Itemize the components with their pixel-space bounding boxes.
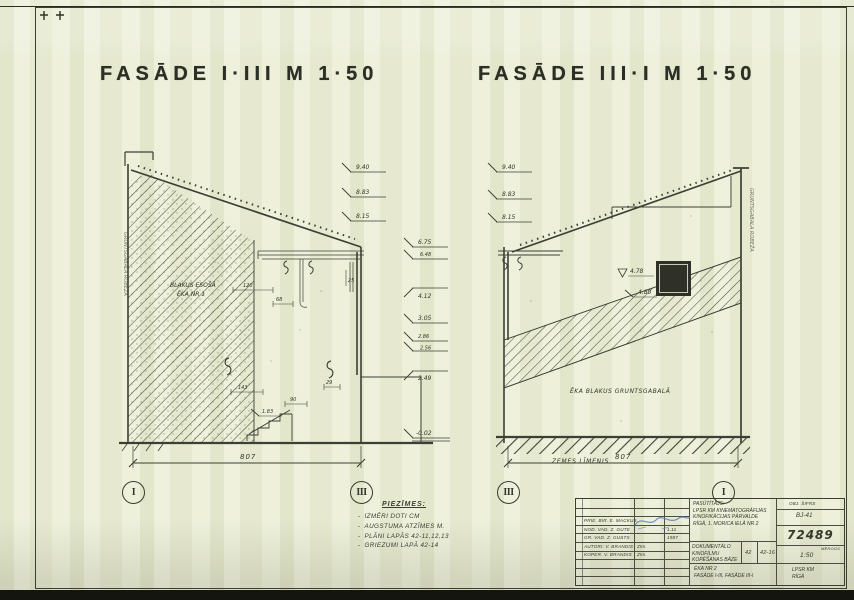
tb-divider xyxy=(757,541,758,563)
level-value: 4.12 xyxy=(418,293,432,300)
project-number: 72489 xyxy=(787,528,834,542)
note-item: - PLĀNI LAPĀS 42-11,12,13 xyxy=(358,532,518,542)
tb-row-label: KOPER. V. BRANDIS xyxy=(584,552,632,558)
left-building-label: ĒKA NR 1 xyxy=(177,291,206,298)
title-fasade-1-3: FASĀDE I·III M 1·50 xyxy=(100,63,379,85)
left-facade-stipple-area xyxy=(128,172,254,443)
right-building-label: ĒKA BLAKUS GRUNTSGABALĀ xyxy=(570,388,671,395)
level-value: 2.49 xyxy=(418,375,432,382)
window-level-triangle-icon xyxy=(618,269,627,277)
ground-level-label: ZEMES LĪMENIS xyxy=(552,458,610,465)
tb-row-label: PRIE. BIR. E. MACKUS xyxy=(584,518,637,523)
tb-cell-line xyxy=(776,509,844,510)
note-item: - GRIEZUMI LAPĀ 42-14 xyxy=(358,541,518,551)
client-heading: PASŪTĪTĀJS: xyxy=(693,501,725,507)
total-dim-right: 807 xyxy=(615,453,632,461)
stair-level-value: 1.83 xyxy=(262,409,274,415)
boundary-note-right: GRUNTSGABALA ROBEŽA xyxy=(748,188,754,252)
axis-marker-III-right: III xyxy=(497,481,520,504)
dim-value: 25 xyxy=(348,278,355,284)
tb-row-date: 1987 xyxy=(667,535,679,541)
tb-row-line xyxy=(576,559,689,560)
level-mark-flags xyxy=(342,163,497,438)
notes-heading: PIEZĪMES: xyxy=(382,501,427,508)
dim-value: 68 xyxy=(276,297,283,303)
level-value: 8.15 xyxy=(502,214,516,221)
object-line: FASĀDE I-III, FASĀDE III-I xyxy=(694,572,754,579)
cornice-bracket-icon xyxy=(284,261,313,274)
boundary-note-left: GRUNTSGABALA ROBEŽA xyxy=(122,232,128,296)
level-value: 2.86 xyxy=(418,334,430,340)
axis-marker-I-right: I xyxy=(712,481,735,504)
dim-value: 120 xyxy=(243,283,253,289)
window-opening xyxy=(656,261,691,296)
left-facade-right-edge xyxy=(357,247,361,443)
dim-value: 90 xyxy=(290,397,297,403)
signature-scribble xyxy=(632,512,692,532)
right-facade-roof-slope xyxy=(512,171,741,252)
notes-block xyxy=(358,501,518,551)
left-facade-cornice xyxy=(258,251,364,259)
client-line: RĪGĀ, 1. MORICA IELĀ NR 2 xyxy=(693,520,759,527)
object-line: ĒKA NR 2 xyxy=(694,566,717,572)
axis-marker-III-left: III xyxy=(350,481,373,504)
level-value: 8.83 xyxy=(356,189,370,196)
tb-row-line xyxy=(576,508,689,509)
stage-value: 42 xyxy=(745,550,752,556)
scale-value: 1:50 xyxy=(800,552,814,559)
sheet-number: 42-16 xyxy=(760,550,776,556)
tb-cell-line xyxy=(689,541,776,542)
tb-row-line xyxy=(576,576,689,577)
corner-registration-marks xyxy=(40,11,64,20)
left-building-label: BLAKUS ESOŠĀ xyxy=(170,282,216,289)
level-value: 6.75 xyxy=(418,239,432,246)
tb-cell-line xyxy=(776,525,844,526)
dim-value: 143 xyxy=(238,385,248,391)
tb-cell-line xyxy=(776,563,844,564)
level-value: 6.48 xyxy=(420,252,432,258)
level-value: 8.15 xyxy=(356,213,370,220)
level-value: 2.56 xyxy=(420,345,432,352)
tb-row-label: NOD. VAD. Z. GUTE xyxy=(584,526,631,532)
level-value: 8.83 xyxy=(502,191,516,198)
title-fasade-3-1: FASĀDE III·I M 1·50 xyxy=(478,63,757,85)
left-facade-top-stub xyxy=(125,152,153,166)
note-item: - IZMĒRI DOTI CM xyxy=(358,512,518,522)
level-value-zero: -0.02 xyxy=(416,430,432,437)
left-ground-ticks xyxy=(122,444,163,451)
tb-row-sig: Zīm. xyxy=(637,543,647,549)
project-line: DOKUMENTĀLO KINOFILMU xyxy=(692,544,731,557)
total-dim-left: 807 xyxy=(240,453,257,461)
client-line: KINOFIKĀCIJAS PĀRVALDE xyxy=(693,514,759,520)
object-code: BJ-41 xyxy=(796,513,813,519)
right-annex-wall xyxy=(361,377,421,443)
window-level-value: 4.80 xyxy=(638,289,652,296)
note-item: - AUGSTUMA ATZĪMES M. xyxy=(358,522,518,532)
scale-label: MĒROGS xyxy=(821,546,840,551)
client-line: LPSR KM KINEMATOGRĀFIJAS xyxy=(693,507,767,514)
org-line: RĪGĀ xyxy=(792,573,805,580)
axis-marker-I-left: I xyxy=(122,481,145,504)
level-value: 9.40 xyxy=(356,164,370,171)
level-value: 9.40 xyxy=(502,164,516,171)
tb-row-label: AUTORI: V. BRANDIS xyxy=(584,543,634,549)
tb-row-sig: Zīm. xyxy=(637,552,647,558)
downpipe xyxy=(300,259,353,307)
photo-bottom-edge xyxy=(0,590,854,600)
dim-value: 29 xyxy=(326,380,333,386)
window-level-value: 4.78 xyxy=(630,268,644,275)
cornice-bracket-icon xyxy=(503,257,522,270)
level-value: 3.05 xyxy=(418,315,432,322)
below-ground-hatch xyxy=(496,438,750,454)
right-facade-parapet xyxy=(612,176,731,219)
tb-divider xyxy=(776,499,777,585)
org-line: LPSR KM xyxy=(792,567,814,573)
tb-row-line xyxy=(576,568,689,569)
tb-row-label: GR. VAD. Z. GUSTS xyxy=(584,535,630,541)
object-code-label: OBJ. ŠIFRS xyxy=(789,501,816,506)
right-facade xyxy=(496,168,750,454)
project-line: KOPĒŠANAS BĀZE xyxy=(692,557,738,563)
tb-row-date: 1.11 xyxy=(667,526,677,532)
left-facade xyxy=(119,152,657,451)
title-block xyxy=(575,498,845,586)
